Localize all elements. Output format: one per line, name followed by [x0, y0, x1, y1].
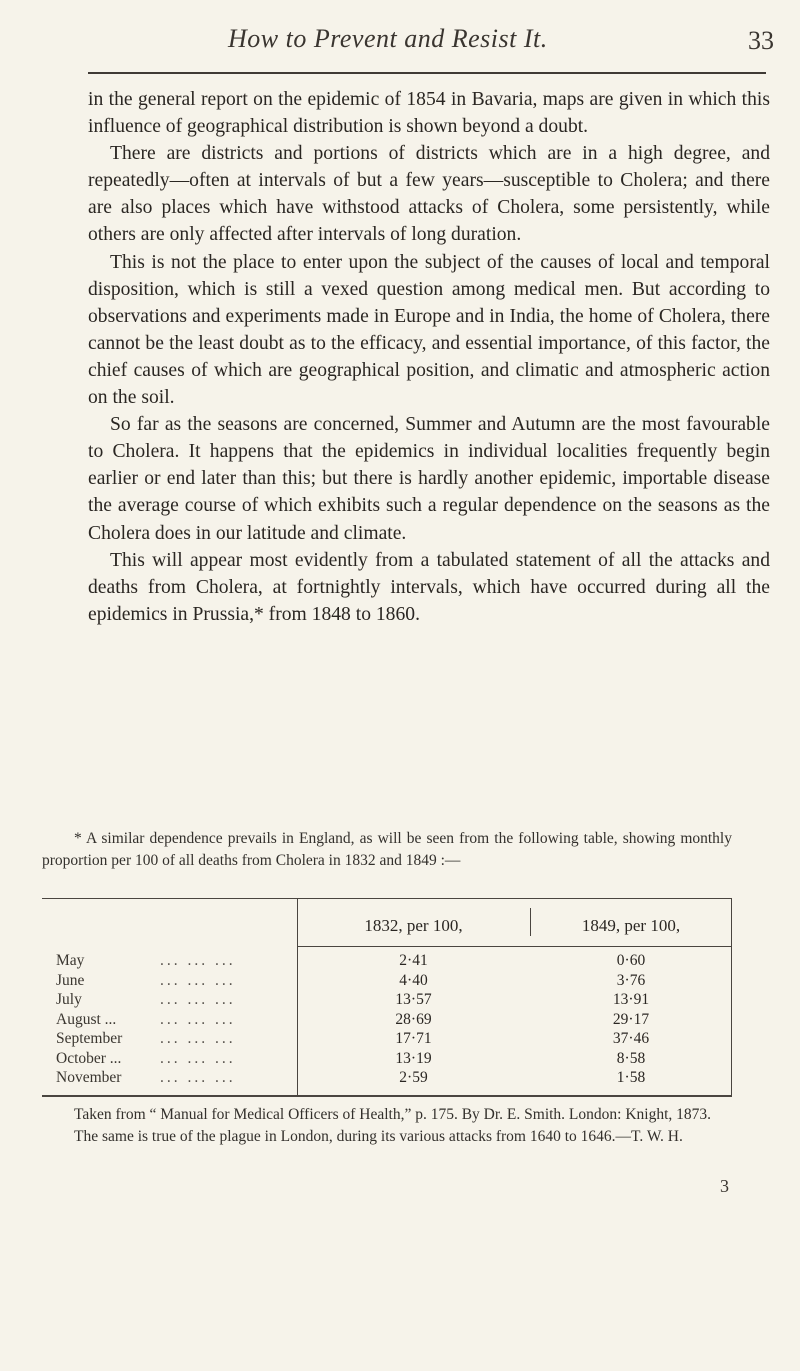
table-row [42, 1011, 732, 1031]
value-1849: 8·58 [616, 1049, 646, 1067]
month-cell: September [56, 1030, 123, 1047]
leader-dots: ... ... ... [160, 1030, 236, 1047]
value-1849: 37·46 [612, 1030, 650, 1047]
value-1849: 13·91 [612, 991, 650, 1008]
value-1832: 28·69 [395, 1010, 432, 1028]
translator-note: The same is true of the plague in London, during its various attacks from 1640 to 1646.—T. W. H. [74, 1128, 683, 1145]
table-top-rule [42, 898, 732, 899]
footnote-text: * A similar dependence prevails in England, as will be seen from the following table, showing monthly proportion per 100 of all deaths from Cholera in 1832 and 1849 :— [42, 830, 732, 869]
leader-dots: ... ... ... [160, 991, 236, 1008]
cholera-table [42, 898, 732, 1098]
table-row [42, 952, 732, 972]
paragraph: There are districts and portions of districts which are in a high degree, and repeatedly—often at intervals of but a few years—susceptible to Cholera; and there are also places which have withstood attacks of Cholera, some persistently, while others are only affected after intervals of long duration. [88, 143, 770, 246]
table-header-rule [297, 946, 732, 947]
header-rule [88, 72, 766, 74]
paragraph: So far as the seasons are concerned, Summer and Autumn are the most favourable to Cholera. It happens that the epidemics in individual localities frequently begin earlier or end later than this; but there is hardly another epidemic, importable disease the average course of which exhibits such a regular dependence on the seasons as the Cholera does in our latitude and climate. [88, 414, 770, 544]
value-1832: 17·71 [395, 1030, 432, 1047]
value-1832: 2·59 [399, 1069, 428, 1086]
paragraph: This is not the place to enter upon the subject of the causes of local and temporal disposition, which is still a vexed question among medical men. But according to observations and experiments made in Europe and in India, the home of Cholera, there cannot be the least doubt as to the efficacy, and essential importance, of this factor, the chief causes of which are geographical position, and climatic and atmospheric action on the soil. [88, 251, 770, 409]
table-body [42, 952, 732, 1089]
value-1832: 2·41 [399, 952, 428, 969]
column-header-1849: 1849, per 100, [581, 916, 681, 935]
leader-dots: ... ... ... [160, 1049, 236, 1067]
month-cell: May [56, 952, 85, 969]
paragraph: This will appear most evidently from a tabulated statement of all the attacks and deaths from Cholera, at fortnightly intervals, which have occurred during all the epidemics in Prussia,* from 1848 to 1860. [88, 549, 770, 625]
footnote [42, 828, 732, 871]
value-1849: 3·76 [616, 971, 646, 989]
month-cell: July [56, 991, 82, 1008]
leader-dots: ... ... ... [160, 1069, 236, 1086]
table-source-notes [42, 1104, 732, 1148]
main-text [88, 86, 770, 628]
table-row [42, 1030, 732, 1050]
month-cell: June [56, 971, 85, 989]
table-bottom-rule [42, 1095, 732, 1097]
value-1849: 29·17 [612, 1010, 650, 1028]
table-row [42, 1069, 732, 1089]
running-title: How to Prevent and Resist It. [228, 24, 548, 53]
value-1849: 0·60 [616, 952, 646, 969]
column-header-1832: 1832, per 100, [364, 916, 463, 935]
month-cell: October ... [56, 1049, 122, 1067]
value-1849: 1·58 [616, 1069, 646, 1086]
signature-mark: 3 [720, 1176, 729, 1196]
table-row [42, 972, 732, 992]
table-row [42, 1050, 732, 1070]
leader-dots: ... ... ... [160, 952, 236, 969]
table-row [42, 991, 732, 1011]
month-cell: August ... [56, 1010, 117, 1028]
value-1832: 13·57 [395, 991, 432, 1008]
leader-dots: ... ... ... [160, 1010, 236, 1028]
value-1832: 4·40 [399, 971, 428, 989]
month-cell: November [56, 1069, 122, 1086]
page-header [88, 18, 800, 72]
value-1832: 13·19 [395, 1049, 432, 1067]
paragraph: in the general report on the epidemic of 1854 in Bavaria, maps are given in which this influence of geographical distribution is shown beyond a doubt. [88, 89, 770, 138]
leader-dots: ... ... ... [160, 971, 236, 989]
source-citation: Taken from “ Manual for Medical Officers of Health,” p. 175. By Dr. E. Smith. London: Knight, 1873. [74, 1106, 712, 1123]
page-number: 33 [748, 26, 774, 55]
